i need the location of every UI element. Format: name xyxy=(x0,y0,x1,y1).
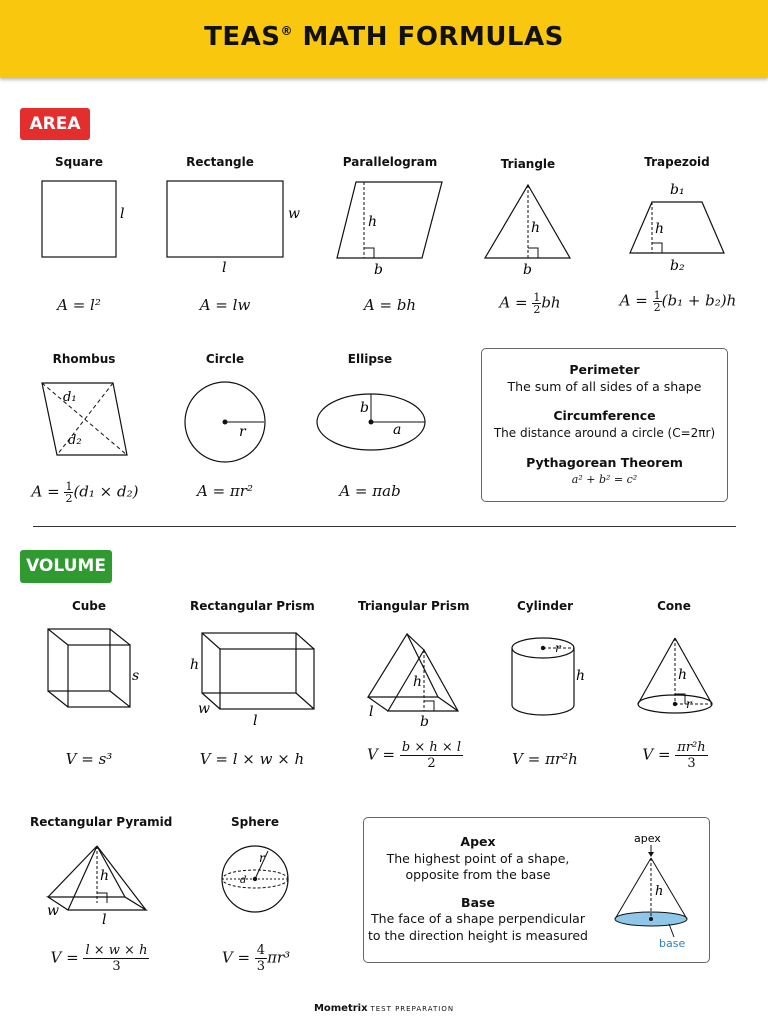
triangle-frac-num: 1 xyxy=(533,291,541,304)
tri-prism-dim-l: l xyxy=(369,704,374,720)
apex-arrowhead xyxy=(648,852,654,857)
tri-prism-right-angle xyxy=(424,701,434,711)
cone-dim-h: h xyxy=(678,667,688,683)
base-pointer xyxy=(669,924,674,937)
tri-prism-label: Triangular Prism xyxy=(358,599,470,613)
rect-prism-dim-h: h xyxy=(190,657,200,673)
sphere-formula-fraction xyxy=(255,943,267,974)
tri-prism-formula xyxy=(360,740,470,771)
footer-brand: Mometrix xyxy=(313,1003,368,1014)
parallelogram-label: Parallelogram xyxy=(342,155,438,169)
trapezoid-dim-b1: b₁ xyxy=(670,182,685,198)
triangle-dim-b: b xyxy=(523,262,532,278)
rect-pyramid-dim-h: h xyxy=(100,868,110,884)
triangle-frac-den: 2 xyxy=(533,303,541,316)
base-label: base xyxy=(659,937,686,950)
parallelogram-dim-h: h xyxy=(368,214,378,230)
rect-prism-shape xyxy=(202,633,314,709)
perimeter-title: Perimeter xyxy=(569,362,640,377)
rect-pyramid-formula-fraction xyxy=(83,943,149,974)
cylinder-dim-r: r xyxy=(555,641,561,655)
rect-pyramid-dim-l: l xyxy=(102,912,107,928)
area-section-tag: AREA xyxy=(20,108,90,140)
cone-center xyxy=(673,702,677,706)
sphere-formula-post: πr³ xyxy=(267,948,291,967)
apex-cone-diagram xyxy=(592,818,708,960)
rect-pyramid-dim-w: w xyxy=(47,903,59,919)
trapezoid-dim-h: h xyxy=(655,221,665,237)
circumference-title: Circumference xyxy=(553,408,656,423)
sphere-formula-pre: V = xyxy=(221,948,255,967)
rhombus-frac-den: 2 xyxy=(65,492,73,505)
tri-prism-dim-h: h xyxy=(413,674,423,690)
circumference-text: The distance around a circle (C=2πr) xyxy=(493,426,716,440)
cone-label: Cone xyxy=(657,599,691,613)
parallelogram-dim-b: b xyxy=(374,262,383,278)
cone-formula-fraction xyxy=(675,740,707,771)
cone-formula-pre: V = xyxy=(642,745,676,764)
sphere-label: Sphere xyxy=(231,815,279,829)
rectangle-formula: A = lw xyxy=(199,296,251,314)
cylinder-label: Cylinder xyxy=(516,599,574,613)
tri-prism-frac-den: 2 xyxy=(427,756,436,771)
ellipse-formula: A = πab xyxy=(339,482,401,500)
pythagorean-title: Pythagorean Theorem xyxy=(526,455,683,470)
trapezoid-formula-pre: A = xyxy=(619,291,653,310)
base-title: Base xyxy=(461,895,495,910)
trapezoid-dim-b2: b₂ xyxy=(670,258,685,274)
rhombus-formula-pre: A = xyxy=(31,482,65,501)
rhombus-dim-d2: d₂ xyxy=(68,433,82,448)
square-formula: A = l² xyxy=(57,296,101,314)
rect-pyramid-frac-den: 3 xyxy=(112,959,121,974)
perimeter-text: The sum of all sides of a shape xyxy=(507,379,702,394)
tri-prism-dim-b: b xyxy=(420,714,429,730)
apex-base-center xyxy=(649,917,653,921)
cone-formula xyxy=(630,740,720,771)
base-text-1: The face of a shape perpendicular xyxy=(371,911,585,926)
parallelogram-formula: A = bh xyxy=(363,296,417,314)
circle-formula: A = πr² xyxy=(197,482,253,500)
cube-shape xyxy=(48,629,130,707)
cylinder-formula: V = πr²h xyxy=(512,750,578,768)
tri-prism-formula-pre: V = xyxy=(366,745,400,764)
rect-pyramid-right-angle xyxy=(97,893,107,903)
triangle-formula-pre: A = xyxy=(499,293,533,312)
sphere-frac-num: 4 xyxy=(256,943,266,958)
base-text-2: to the direction height is measured xyxy=(368,928,588,943)
registered-mark: ® xyxy=(280,24,293,38)
tri-prism-frac-num: b × h × l xyxy=(401,740,462,755)
apex-text-2: opposite from the base xyxy=(405,867,551,882)
cylinder-center xyxy=(541,646,545,650)
pythagorean-text: a² + b² = c² xyxy=(571,473,638,486)
triangle-formula-post: bh xyxy=(541,293,561,312)
rect-pyramid-frac-num: l × w × h xyxy=(85,943,148,958)
apex-base-box xyxy=(363,817,710,963)
rect-prism-label: Rectangular Prism xyxy=(190,599,315,613)
rect-prism-dim-l: l xyxy=(253,713,258,729)
trapezoid-frac-den: 2 xyxy=(653,301,661,314)
trapezoid-label: Trapezoid xyxy=(644,155,710,169)
rectangle-label: Rectangle xyxy=(186,155,254,169)
tri-prism-shape xyxy=(368,634,458,711)
footer-sub: TEST PREPARATION xyxy=(370,1005,455,1013)
sphere-frac-den: 3 xyxy=(256,959,266,974)
rhombus-label: Rhombus xyxy=(52,352,116,366)
tri-prism-formula-fraction xyxy=(400,740,463,771)
square-dim: l xyxy=(120,206,125,222)
title-rest: MATH FORMULAS xyxy=(292,22,564,52)
sphere-center xyxy=(253,877,257,881)
square-label: Square xyxy=(55,155,103,169)
rect-pyramid-formula xyxy=(45,943,155,974)
trapezoid-frac-num: 1 xyxy=(653,289,661,302)
apex-h-label: h xyxy=(655,884,664,899)
apex-title: Apex xyxy=(460,834,496,849)
triangle-label: Triangle xyxy=(500,157,556,171)
cube-label: Cube xyxy=(71,599,107,613)
circle-dim-r: r xyxy=(239,424,246,440)
triangle-dim-h: h xyxy=(531,220,541,236)
rect-pyramid-label: Rectangular Pyramid xyxy=(30,815,173,829)
rect-prism-dim-w: w xyxy=(198,701,210,717)
rect-pyramid-formula-pre: V = xyxy=(50,948,84,967)
ellipse-dim-b: b xyxy=(360,400,369,416)
sphere-dim-r: r xyxy=(259,851,265,865)
sphere-formula xyxy=(208,943,304,974)
rhombus-dim-d1: d₁ xyxy=(63,390,77,405)
apex-label: apex xyxy=(634,832,661,845)
cube-dim-s: s xyxy=(132,668,140,684)
ellipse-dim-a: a xyxy=(393,422,402,438)
sphere-dim-d: d xyxy=(240,875,247,886)
cube-formula: V = s³ xyxy=(65,750,113,768)
footer-logo xyxy=(0,1003,768,1014)
circle-label: Circle xyxy=(205,352,245,366)
ellipse-label: Ellipse xyxy=(347,352,393,366)
apex-text-1: The highest point of a shape, xyxy=(386,851,570,866)
cone-frac-den: 3 xyxy=(687,756,696,771)
cone-side-left xyxy=(615,858,651,919)
cone-frac-num: πr²h xyxy=(677,740,706,755)
volume-section-tag: VOLUME xyxy=(20,550,112,583)
rect-prism-formula: V = l × w × h xyxy=(199,750,305,768)
cone-dim-r: r xyxy=(686,697,692,711)
trapezoid-formula-post: (b₁ + b₂)h xyxy=(661,291,737,310)
rectangle-dim-l: l xyxy=(222,260,227,276)
rhombus-frac-num: 1 xyxy=(65,480,73,493)
title-main: TEAS xyxy=(204,22,281,52)
rectangle-dim-w: w xyxy=(288,206,300,222)
rhombus-formula-post: (d₁ × d₂) xyxy=(73,482,139,501)
cylinder-dim-h: h xyxy=(576,668,586,684)
